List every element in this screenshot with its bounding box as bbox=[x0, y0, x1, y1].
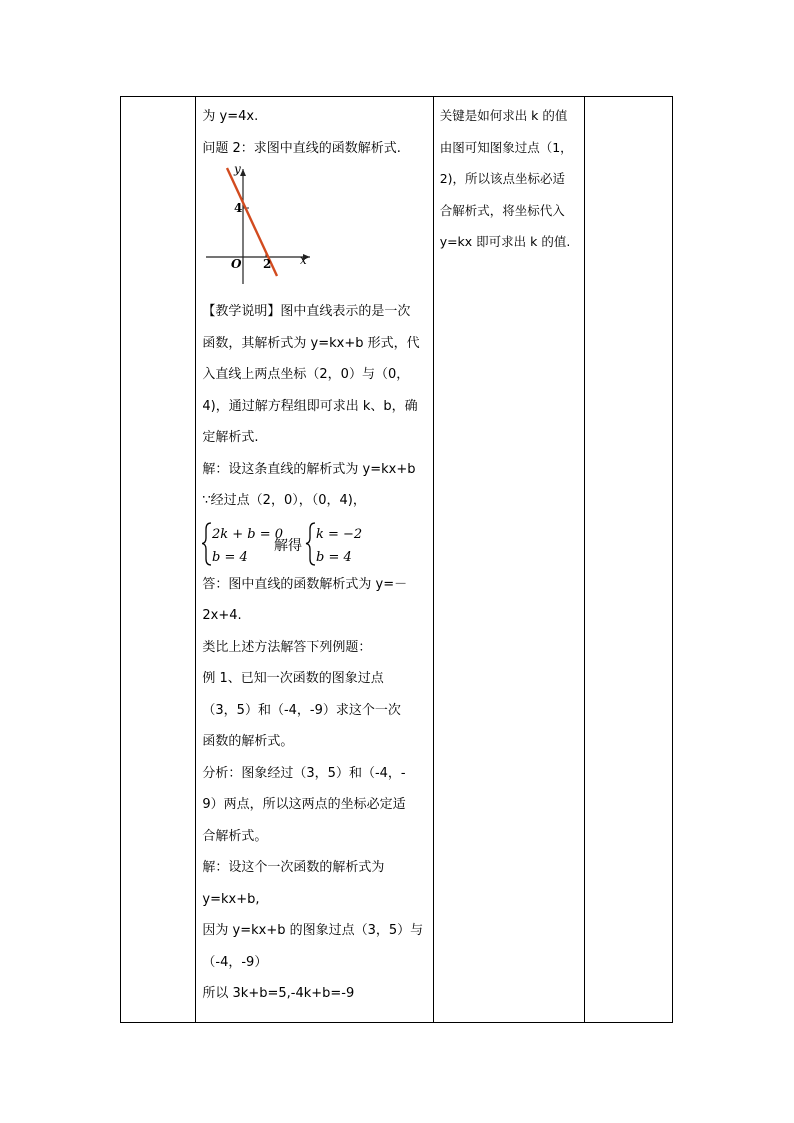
equation-system bbox=[202, 517, 427, 569]
text-line: 类比上述方法解答下列例题： bbox=[202, 639, 372, 655]
notes-cell bbox=[433, 97, 584, 1023]
main-content-cell bbox=[196, 97, 433, 1023]
y-axis-label: y bbox=[234, 164, 242, 176]
text-line: 9）两点，所以这两点的坐标必定适 bbox=[202, 797, 406, 812]
solve-word: 解得 bbox=[274, 537, 303, 554]
text-line: 为 y=4x. bbox=[202, 109, 259, 124]
note-line: y=kx 即可求出 k 的值. bbox=[439, 234, 571, 249]
text-line: 4)，通过解方程组即可求出 k、b，确 bbox=[202, 398, 418, 414]
left-brace bbox=[202, 523, 211, 565]
text-line: 【教学说明】图中直线表示的是一次 bbox=[202, 304, 411, 319]
text-line: （-4，-9） bbox=[202, 954, 268, 970]
equation-svg bbox=[202, 519, 402, 569]
graph-svg bbox=[206, 164, 326, 288]
text-line: 答：图中直线的函数解析式为 y=－ bbox=[202, 576, 408, 592]
system2-equation-top: k = −2 bbox=[316, 526, 363, 542]
right-brace bbox=[306, 523, 315, 565]
text-line: 函数，其解析式为 y=kx+b 形式，代 bbox=[202, 335, 420, 351]
system1-equation-bottom: b = 4 bbox=[212, 549, 249, 565]
text-line: 分析：图象经过（3，5）和（-4，- bbox=[202, 765, 406, 781]
note-line: 由图可知图象过点（1， bbox=[439, 139, 573, 155]
text-line: 入直线上两点坐标（2，0）与（0， bbox=[202, 367, 410, 382]
note-line: 2)，所以该点坐标必适 bbox=[439, 171, 566, 186]
text-line: ∵经过点（2，0），（0，4)， bbox=[202, 493, 366, 508]
empty-right-cell bbox=[584, 97, 673, 1023]
lesson-table bbox=[120, 96, 673, 1023]
origin-label: O bbox=[231, 257, 242, 271]
empty-left-cell bbox=[121, 97, 196, 1023]
y-intercept-label: 4 bbox=[234, 201, 243, 215]
text-line: （3，5）和（-4，-9）求这个一次 bbox=[202, 702, 401, 718]
y-axis-arrow bbox=[240, 169, 246, 176]
system1-equation-top: 2k + b = 0 bbox=[212, 526, 284, 542]
text-line: 因为 y=kx+b 的图象过点（3，5）与 bbox=[202, 923, 424, 938]
note-line: 合解析式，将坐标代入 bbox=[439, 202, 565, 218]
note-line: 关键是如何求出 k 的值 bbox=[439, 108, 568, 123]
text-line: 函数的解析式。 bbox=[202, 734, 294, 749]
system2-equation-bottom: b = 4 bbox=[316, 549, 353, 565]
text-line: 例 1、已知一次函数的图象过点 bbox=[202, 671, 384, 686]
text-line: 2x+4. bbox=[202, 608, 242, 623]
line-graph bbox=[202, 164, 427, 296]
x-axis-label: x bbox=[300, 253, 308, 267]
text-line: y=kx+b, bbox=[202, 891, 260, 907]
text-line: 问题 2：求图中直线的函数解析式. bbox=[202, 140, 401, 156]
text-line: 解：设这个一次函数的解析式为 bbox=[202, 860, 385, 875]
text-line: 所以 3k+b=5,-4k+b=-9 bbox=[202, 986, 355, 1001]
text-line: 合解析式。 bbox=[202, 828, 268, 844]
text-line: 解：设这条直线的解析式为 y=kx+b bbox=[202, 461, 416, 477]
x-intercept-label: 2 bbox=[263, 257, 272, 271]
text-line: 定解析式. bbox=[202, 430, 259, 445]
